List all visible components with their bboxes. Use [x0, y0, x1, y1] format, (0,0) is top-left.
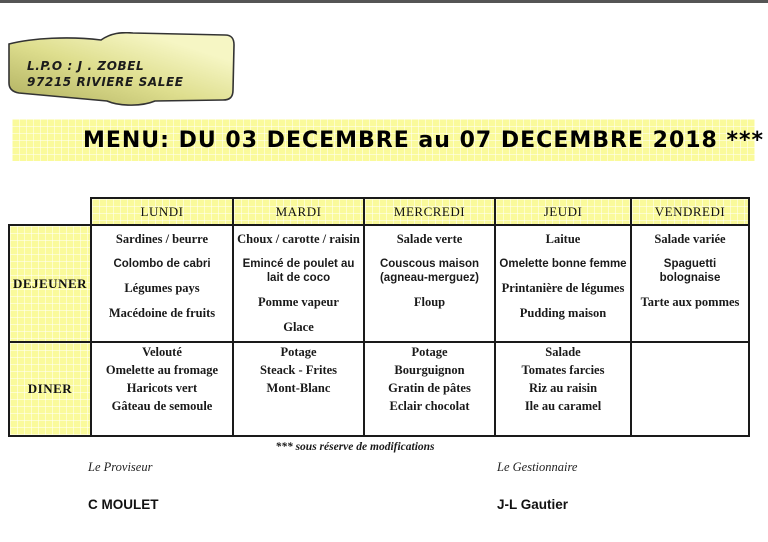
- menu-cell: [233, 342, 364, 436]
- table-corner-blank: [9, 198, 91, 225]
- window-top-border: [0, 0, 768, 3]
- menu-item: Salade variée: [654, 232, 726, 246]
- day-header-lundi: LUNDI: [91, 198, 233, 225]
- menu-cell: [495, 342, 631, 436]
- menu-item: Emincé de poulet au lait de coco: [242, 258, 355, 284]
- menu-item-dessert: Floup: [413, 295, 446, 309]
- menu-cell: [495, 225, 631, 342]
- menu-cell: [631, 225, 749, 342]
- day-header-row: [9, 198, 749, 225]
- menu-item-dessert: Tarte aux pommes: [640, 295, 740, 309]
- menu-row-dejeuner: [9, 225, 749, 342]
- menu-item: Salade verte: [396, 232, 463, 246]
- school-name: L.P.O : J . ZOBEL: [27, 59, 145, 73]
- menu-item-dessert: Mont-Blanc: [266, 381, 331, 395]
- menu-item: Haricots vert: [126, 381, 198, 395]
- day-header-vendredi: VENDREDI: [631, 198, 749, 225]
- menu-item-dessert: Ile au caramel: [524, 399, 602, 413]
- signature-title-proviseur: Le Proviseur: [88, 460, 153, 474]
- menu-item: Omelette au fromage: [105, 363, 219, 377]
- menu-item: Légumes pays: [124, 281, 200, 295]
- modification-note: *** sous réserve de modifications: [275, 441, 435, 453]
- menu-title: MENU: DU 03 DECEMBRE au 07 DECEMBRE 2018 ***: [82, 127, 765, 153]
- school-ribbon: [5, 32, 238, 108]
- menu-table: [8, 197, 750, 437]
- row-label: DINER: [9, 342, 91, 436]
- menu-cell: [91, 225, 233, 342]
- menu-item: Laitue: [545, 232, 581, 246]
- menu-cell: [364, 342, 495, 436]
- menu-item: Velouté: [142, 345, 182, 359]
- menu-item: Tomates farcies: [521, 363, 605, 377]
- menu-item: Couscous maison (agneau-merguez): [379, 258, 480, 284]
- day-header-mercredi: MERCREDI: [364, 198, 495, 225]
- menu-item: Potage: [411, 345, 448, 359]
- menu-table-body: [9, 225, 749, 436]
- menu-item: Pomme vapeur: [258, 295, 339, 309]
- menu-item: Spaguetti bolognaise: [659, 258, 721, 284]
- menu-item: Sardines / beurre: [115, 232, 209, 246]
- menu-item: Steack - Frites: [259, 363, 338, 377]
- menu-item: Colombo de cabri: [113, 258, 211, 270]
- signature-name-gestionnaire: J-L Gautier: [497, 497, 569, 512]
- menu-item: Choux / carotte / raisin: [237, 232, 360, 246]
- menu-item: Riz au raisin: [528, 381, 598, 395]
- menu-item: Printanière de légumes: [501, 281, 625, 295]
- menu-item-dessert: Glace: [283, 320, 314, 334]
- menu-item: Omelette bonne femme: [499, 258, 627, 270]
- day-header-mardi: MARDI: [233, 198, 364, 225]
- menu-item: Salade: [545, 345, 581, 359]
- menu-cell: [91, 342, 233, 436]
- menu-cell: [233, 225, 364, 342]
- menu-row-diner: [9, 342, 749, 436]
- menu-item-dessert: Gâteau de semoule: [111, 399, 213, 413]
- signature-title-gestionnaire: Le Gestionnaire: [497, 460, 578, 474]
- menu-item: Gratin de pâtes: [388, 381, 471, 395]
- menu-item-dessert: Macédoine de fruits: [108, 306, 216, 320]
- row-label: DEJEUNER: [9, 225, 91, 342]
- menu-item-dessert: Eclair chocolat: [389, 399, 470, 413]
- menu-item-dessert: Pudding maison: [519, 306, 607, 320]
- menu-title-banner: [12, 119, 765, 161]
- menu-cell: [364, 225, 495, 342]
- menu-item: Bourguignon: [394, 363, 465, 377]
- menu-item: Potage: [280, 345, 317, 359]
- school-address: 97215 RIVIERE SALEE: [27, 75, 184, 89]
- menu-cell: [631, 342, 749, 436]
- signature-name-proviseur: C MOULET: [88, 497, 159, 512]
- day-header-jeudi: JEUDI: [495, 198, 631, 225]
